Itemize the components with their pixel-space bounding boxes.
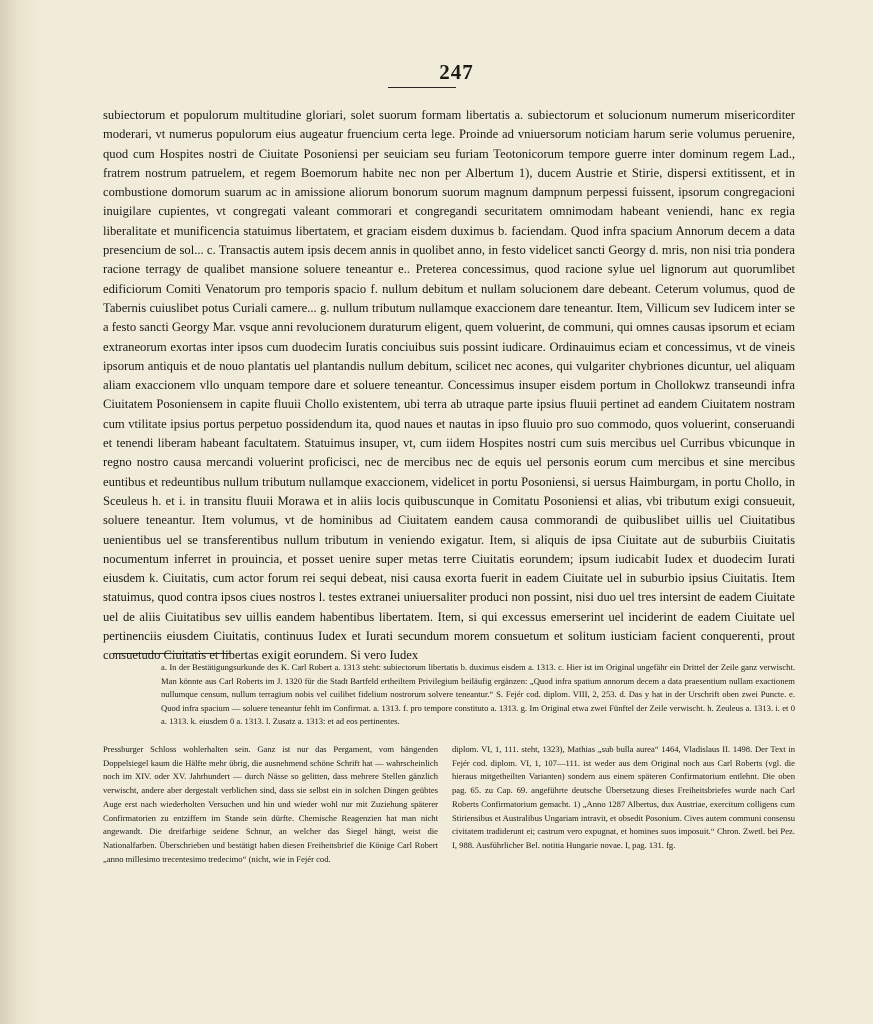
commentary-column-left [103, 743, 438, 866]
charter-text [103, 106, 795, 666]
page-number-underline [388, 87, 456, 88]
footnote-divider [113, 653, 231, 654]
commentary-left-text: Pressburger Schloss wohlerhalten sein. Ganz ist nur das Pergament, vom hängenden Doppelsiegel kaum die Hälfte mehr übrig, die ausnehmend schöne Schrift hat — wahrscheinlich noch im XIV. oder XV. Jahrhundert — durch Nässe so gelitten, dass mehrere Stellen gänzlich verwischt, andere aber dergestalt verblichen sind, dass sie selbst ein in solchen Dingen geübtes Auge erst nach wiederholten Versuchen und hin und wieder wohl nur mit Zuziehung späterer Confirmatorien zu entziffern im Stande sein dürfte. Chemische Reagenzien hat man nicht angewandt. Die dreifarbige seidene Schnur, an welcher das Siegel hängt, weist die Nationalfarben. Überschrieben und bestätigt haben diesen Freiheitsbrief die Könige Carl Robert „anno millesimo trecentesimo tredecimo“ (nicht, wie in Fejér cod. [103, 744, 438, 864]
charter-paragraph: subiectorum et populorum multitudine gloriari, solet suorum formam libertatis a. subiectorum et solucionum numerum misericorditer moderari, vt numerus populorum eius augeatur fruencium certa lege. Proinde ad vniuersorum noticiam harum serie volumus peruenire, quod cum Hospites nostri de Ciuitate Posoniensi per seuiciam seu furiam Teotonicorum tempore guerre inter dominum regem Lad., fratrem nostrum patruelem, et regem Boemorum habite nec non per Albertum 1), ducem Austrie et Stirie, dispersi extitissent, et in combustione domorum suarum ac in amissione aliorum bonorum suorum magnum dampnum perpessi fuissent, ipsorum congregacioni inuigilare cupientes, vt congregati valeant commorari et congregandi securitatem omnimodam habeant veniendi, hanc ex regia liberalitate et munificencia statuimus libertatem, et graciam eisdem duximus b. faciendam. Quod infra spacium Annorum decem a data presencium de sol... c. Transactis autem ipsis decem annis in quolibet anno, in festo videlicet sancti Georgy d. mris, non nisi tria pondera racione terragy de qualibet mansione soluere teneantur e.. Preterea concessimus, quod racione sylue uel lignorum aut quorumlibet edificiorum Comiti Venatorum pro temporis spacio f. nullum debitum et nullam solucionem dare debeant. Ceterum volumus, quod de Tabernis cuiuslibet potus Curiali camere... g. nullum tributum nullamque exaccionem dare teneantur. Item, Villicum sev Iudicem inter se a festo sancti Georgy Mar. vsque anni revolucionem duraturum eligent, quem voluerint, de communi, qui omnes causas ipsorum et eciam extraneorum exortas inter ipsos cum duodecim Iuratis conciuibus suis possint iudicare. Ordinauimus eciam et concessimus, vt de vineis ipsorum antiquis et de nouo plantatis uel plantandis nullum debitum, scilicet nec acones, qui vulgariter chybriones dicuntur, uel aliquam aliam exaccionem vllo unquam tempore dare et soluere teneantur. Concessimus insuper eisdem portum in Chollokwz transeundi infra Ciuitatem Posoniensem in capite fluuii Chollo existentem, ubi terra ab utraque parte ipsius fluuii pertinet ad eandem Ciuitatem nostram cum vtilitate ipsius portus perpetuo possidendum ita, quod naues et nautas in ipso fluuio pro suo commodo, quos voluerint, conseruandi et tenendi liberam habeant facultatem. Statuimus insuper, vt, cum iidem Hospites nostri cum suis mercibus uel Curribus vbicunque in regno nostro causa mercandi voluerint proficisci, nec de mercibus nec de equis uel personis eorum cum mercibus et sine mercibus euntibus et redeuntibus nullum tributum nullamque exaccionem, videlicet in portu Posoniensi, si uersus Haimburgam, in portu Chollo, in Sceuleus h. et i. in transitu fluuii Morawa et in aliis locis quibuscunque in Comitatu Posoniensi et alias, vbi tributum exigi consueuit, soluere teneantur. Item volumus, vt de hominibus ad Ciuitatem eandem causa commorandi de quibuslibet uillis uel Ciuitatibus uenientibus uel se transferentibus nullum tributum in veniendo exigatur. Item, si aliquis de ipsa Ciuitate aut de suburbiis Ciuitatis nocumentum inferret in prouincia, et posset uenire super metas terre Ciuitatis eorundem; ipsum iudicabit Iudex et duodecim Iurati eiusdem k. Ciuitatis, cum actor forum rei sequi debeat, nisi causa exorta fuerit in eadem Ciuitate uel in suburbio ipsius Ciuitatis. Item statuimus, quod contra ipsos ciues nostros l. testes extranei uniuersaliter produci non possint, nisi duo uel tres intersint de eadem Ciuitate uel de aliis Ciuitatibus sev uillis eandem habentibus libertatem. Item, si qui excessus emerserint uel inciderint de eadem Ciuitate uel pertinenciis eiusdem Ciuitatis, continuus Iudex et Iurati secundum morem consuetum et solitum iusticiam facient conquerenti, prout consuetudo Ciuitatis et libertas exigit eorundem. Si vero Iudex [103, 108, 795, 663]
page-number: 247 [439, 60, 474, 84]
commentary-right-text: diplom. VI, 1, 111. steht, 1323), Mathias „sub bulla aurea“ 1464, Vladislaus II. 1498. Der Text in Fejér cod. diplom. VI, 1, 107—111. ist weder aus dem Original noch aus Carl Roberts (vgl. die hieraus mitgetheilten Varianten) sondern aus einem späteren Confirmatorium entlehnt. Die oben pag. 65. zu Cap. 69. angeführte deutsche Übersetzung dieses Freiheitsbriefes wurde nach Carl Roberts Confirmatorium gemacht. 1) „Anno 1287 Albertus, dux Austriae, exercitum colligens cum Stiriensibus et Australibus Ungariam intravit, et obsedit Posonium. Cives autem communi consensu civitatem tradiderunt ei; castrum vero expugnat, et homines suos imposuit.“ Chron. Zwetl. bei Pez. I, 988. Ausführlicher Bel. notitia Hungarie novae. I, pag. 131. fg. [452, 744, 795, 850]
variant-notes-text: a. In der Bestätigungsurkunde des K. Carl Robert a. 1313 steht: subiectorum libertatis b. duximus eisdem a. 1313. c. Hier ist im Original ungefähr ein Drittel der Zeile ganz verwischt. Man könnte aus Carl Roberts im J. 1320 für die Stadt Bartfeld ertheiltem Privilegium beiläufig ergänzen: „Quod infra spatium annorum decem a data praesentium nullam exactionem nullumque censum, nullum terragium nobis vel cuilibet fidelium nostrorum solvere teneantur.“ S. Fejér cod. diplom. VIII, 2, 253. d. Das y hat in der Urschrift oben zwei Puncte. e. Quod infra spacium — soluere teneantur fehlt im Confirmat. a. 1313. f. pro tempore constituto a. 1313. g. Im Original etwa zwei Fünftel der Zeile verwischt. h. Zeuleus a. 1313. i. et 0 a. 1313. k. eiusdem 0 a. 1313. l. Zusatz a. 1313: et ad eos pertinentes. [161, 662, 795, 726]
variant-footnotes [161, 661, 795, 729]
commentary-column-right [452, 743, 795, 853]
